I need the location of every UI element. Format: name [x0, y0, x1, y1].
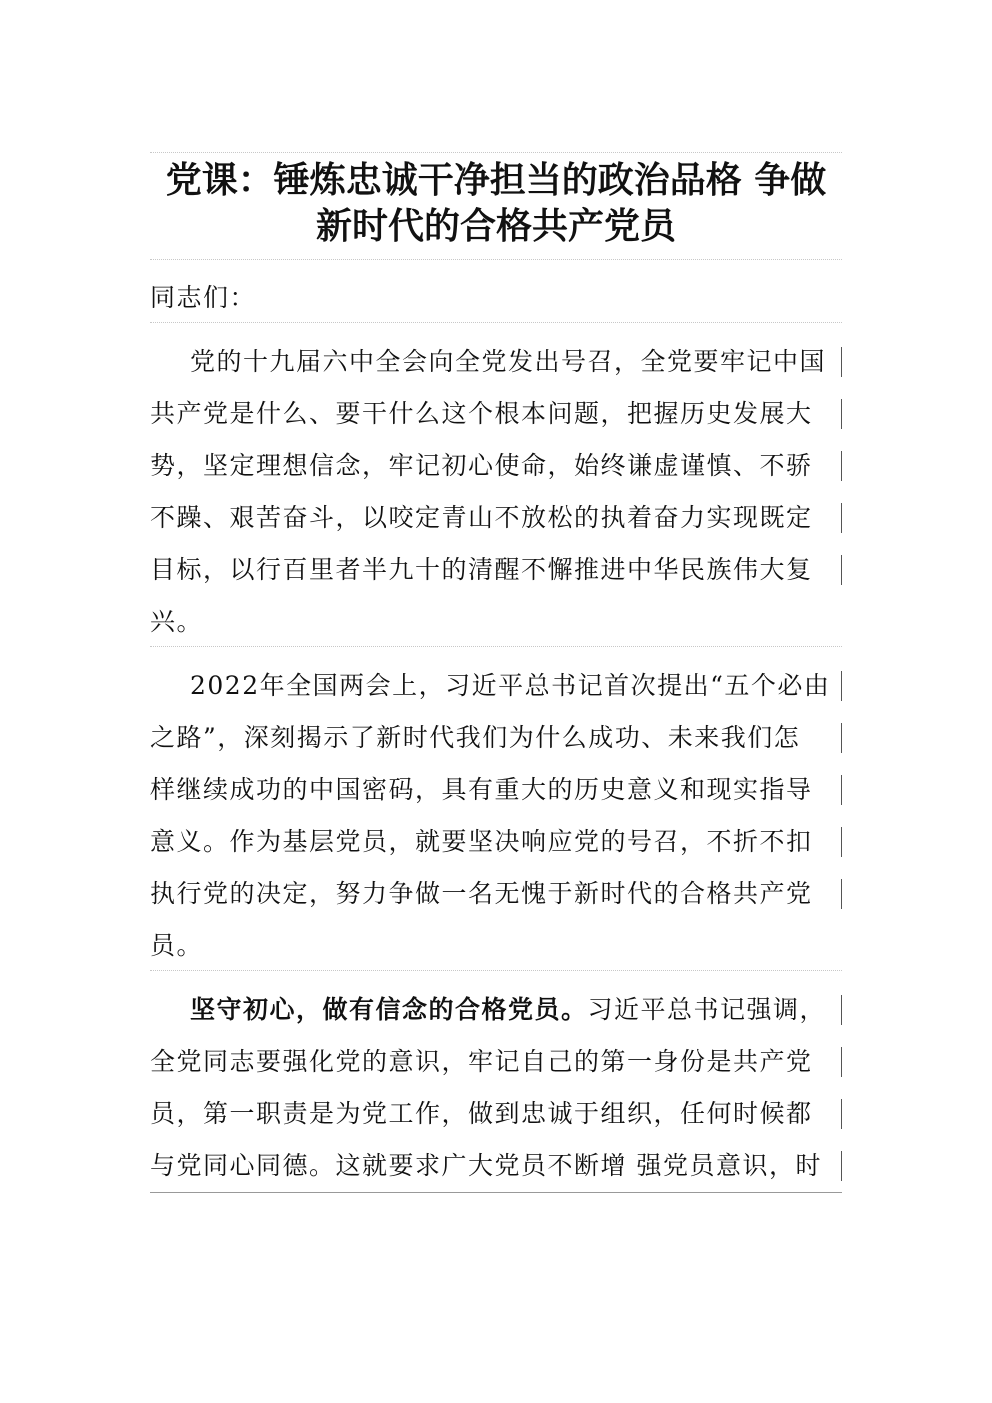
- paragraph-1-line: 势，坚定理想信念，牢记初心使命，始终谦虚谨慎、不骄: [150, 440, 842, 492]
- paragraph-3-line: 与党同心同德。这就要求广大党员不断增 强党员意识，时: [150, 1140, 842, 1192]
- paragraph-1-line: 兴。: [150, 607, 204, 636]
- paragraph-3-line: 全党同志要强化党的意识，牢记自己的第一身份是共产党: [150, 1036, 842, 1088]
- greeting: [150, 272, 842, 324]
- title-block: [150, 152, 842, 260]
- paragraph-3-lead-text: 习近平总书记强调，: [587, 995, 827, 1024]
- paragraph-2-line: 2022年全国两会上，习近平总书记首次提出“五个必由: [150, 660, 842, 712]
- document-page: [150, 0, 842, 1403]
- paragraph-2-line: 意义。作为基层党员，就要坚决响应党的号召，不折不扣: [150, 816, 842, 868]
- paragraph-2-line: 样继续成功的中国密码，具有重大的历史意义和现实指导: [150, 764, 842, 816]
- paragraph-3-heading: 坚守初心，做有信念的合格党员。: [190, 995, 588, 1024]
- document-title-line-1: 党课：锤炼忠诚干净担当的政治品格 争做: [165, 160, 827, 201]
- paragraph-1-line: 不躁、艰苦奋斗，以咬定青山不放松的执着奋力实现既定: [150, 492, 842, 544]
- paragraph-1-line: 目标，以行百里者半九十的清醒不懈推进中华民族伟大复: [150, 544, 842, 596]
- paragraph-3-line: [150, 984, 842, 1036]
- paragraph-2-line: 之路”，深刻揭示了新时代我们为什么成功、未来我们怎: [150, 712, 842, 764]
- separator: [150, 970, 842, 971]
- document-title-line-2: 新时代的合格共产党员: [315, 206, 676, 247]
- page-bottom-rule: [150, 1192, 842, 1193]
- separator: [150, 322, 842, 323]
- paragraph-2: [150, 660, 842, 972]
- paragraph-2-line: 执行党的决定，努力争做一名无愧于新时代的合格共产党: [150, 868, 842, 920]
- paragraph-3: [150, 984, 842, 1192]
- paragraph-3-line: 员，第一职责是为党工作，做到忠诚于组织，任何时候都: [150, 1088, 842, 1140]
- separator: [150, 646, 842, 647]
- greeting-text: 同志们：: [150, 283, 257, 312]
- paragraph-1: [150, 336, 842, 648]
- paragraph-1-line: 党的十九届六中全会向全党发出号召，全党要牢记中国: [150, 336, 842, 388]
- paragraph-2-line: 员。: [150, 931, 204, 960]
- paragraph-1-line: 共产党是什么、要干什么这个根本问题，把握历史发展大: [150, 388, 842, 440]
